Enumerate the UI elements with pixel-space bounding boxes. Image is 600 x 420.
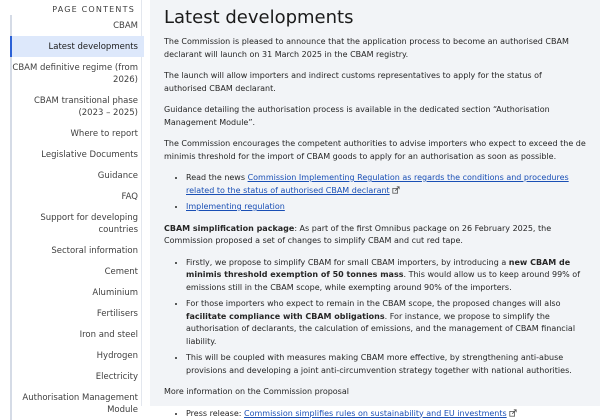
sidebar-item-cement[interactable]: Cement bbox=[12, 261, 144, 282]
list-item bbox=[186, 257, 586, 295]
external-link-icon bbox=[392, 186, 400, 194]
news-prefix: Read the news bbox=[186, 173, 248, 182]
bullet-text: For those importers who expect to remain in the CBAM scope, the proposed changes will also bbox=[186, 299, 560, 308]
sidebar-item-aluminium[interactable]: Aluminium bbox=[12, 282, 144, 303]
sidebar-title: PAGE CONTENTS bbox=[0, 0, 141, 17]
list-item bbox=[186, 298, 586, 348]
simplification-heading: CBAM simplification package bbox=[164, 224, 294, 233]
sidebar-item-hydrogen[interactable]: Hydrogen bbox=[12, 345, 144, 366]
simplification-list bbox=[164, 257, 586, 378]
paragraph-guidance: Guidance detailing the authorisation process is available in the dedicated section “Authorisation Management Module”. bbox=[164, 104, 586, 129]
bullet-text: . For instance, we propose to simplify the authorisation of declarants, the calculation of emissions, and the management of CBAM financial liability. bbox=[186, 312, 575, 346]
bullet-text: . This would allow us to keep around 99% of emissions still in the CBAM scope, while exempting around 90% of the importers. bbox=[186, 270, 580, 292]
sidebar-item-transitional-phase[interactable]: CBAM transitional phase (2023 – 2025) bbox=[12, 90, 144, 123]
paragraph-announcement: The Commission is pleased to announce that the application process to become an authorised CBAM declarant will launch on 31 March 2025 in the CBAM registry. bbox=[164, 36, 586, 61]
list-item bbox=[186, 201, 586, 214]
sidebar-item-faq[interactable]: FAQ bbox=[12, 186, 144, 207]
bullet-bold: new CBAM de minimis threshold exemption of 50 tonnes mass bbox=[186, 258, 570, 280]
implementing-regulation-link[interactable]: Implementing regulation bbox=[186, 202, 285, 211]
more-information-text: More information on the Commission proposal bbox=[164, 386, 586, 399]
page-title: Latest developments bbox=[164, 7, 586, 29]
main-content bbox=[150, 0, 600, 406]
sidebar-item-fertilisers[interactable]: Fertilisers bbox=[12, 303, 144, 324]
sidebar-item-guidance[interactable]: Guidance bbox=[12, 165, 144, 186]
external-link-icon bbox=[509, 409, 517, 417]
sidebar-item-cbam[interactable]: CBAM bbox=[12, 15, 144, 36]
bullet-text: Firstly, we propose to simplify CBAM for small CBAM importers, by introducing a bbox=[186, 258, 509, 267]
sidebar-item-definitive-regime[interactable]: CBAM definitive regime (from 2026) bbox=[12, 57, 144, 90]
sidebar-item-iron-and-steel[interactable]: Iron and steel bbox=[12, 324, 144, 345]
bullet-bold: facilitate compliance with CBAM obligations bbox=[186, 312, 385, 321]
sidebar-item-support-developing-countries[interactable]: Support for developing countries bbox=[12, 207, 144, 240]
press-list bbox=[164, 408, 586, 420]
press-release-link[interactable]: Commission simplifies rules on sustainability and EU investments bbox=[244, 409, 507, 418]
sidebar-item-latest-developments[interactable]: Latest developments bbox=[10, 36, 144, 57]
paragraph-encourage: The Commission encourages the competent authorities to advise importers who expect to exceed the de minimis threshold for the import of CBAM goods to apply for an authorisation as soon as possible. bbox=[164, 138, 586, 163]
sidebar-item-where-to-report[interactable]: Where to report bbox=[12, 123, 144, 144]
sidebar-item-electricity[interactable]: Electricity bbox=[12, 366, 144, 387]
sidebar-item-authorisation-management-module[interactable]: Authorisation Management Module bbox=[12, 387, 144, 420]
news-link[interactable]: Commission Implementing Regulation as regards the conditions and procedures related to the status of authorised CBAM declarant bbox=[186, 173, 569, 195]
paragraph-launch: The launch will allow importers and indirect customs representatives to apply for the status of authorised CBAM declarant. bbox=[164, 70, 586, 95]
bullet-text: This will be coupled with measures making CBAM more effective, by strengthening anti-abuse provisions and developing a joint anti-circumvention strategy together with national authorities. bbox=[186, 353, 572, 375]
list-item bbox=[186, 172, 586, 197]
list-item bbox=[186, 408, 586, 420]
page-contents-sidebar bbox=[0, 0, 142, 406]
simplification-text: : As part of the first Omnibus package on 26 February 2025, the Commission proposed a set of changes to simplify CBAM and cut red tape. bbox=[164, 224, 551, 246]
news-links-list bbox=[164, 172, 586, 214]
paragraph-simplification bbox=[164, 223, 586, 248]
sidebar-list bbox=[10, 15, 144, 420]
sidebar-item-sectoral-information[interactable]: Sectoral information bbox=[12, 240, 144, 261]
list-item bbox=[186, 352, 586, 377]
sidebar-item-legislative-documents[interactable]: Legislative Documents bbox=[12, 144, 144, 165]
press-prefix: Press release: bbox=[186, 409, 244, 418]
